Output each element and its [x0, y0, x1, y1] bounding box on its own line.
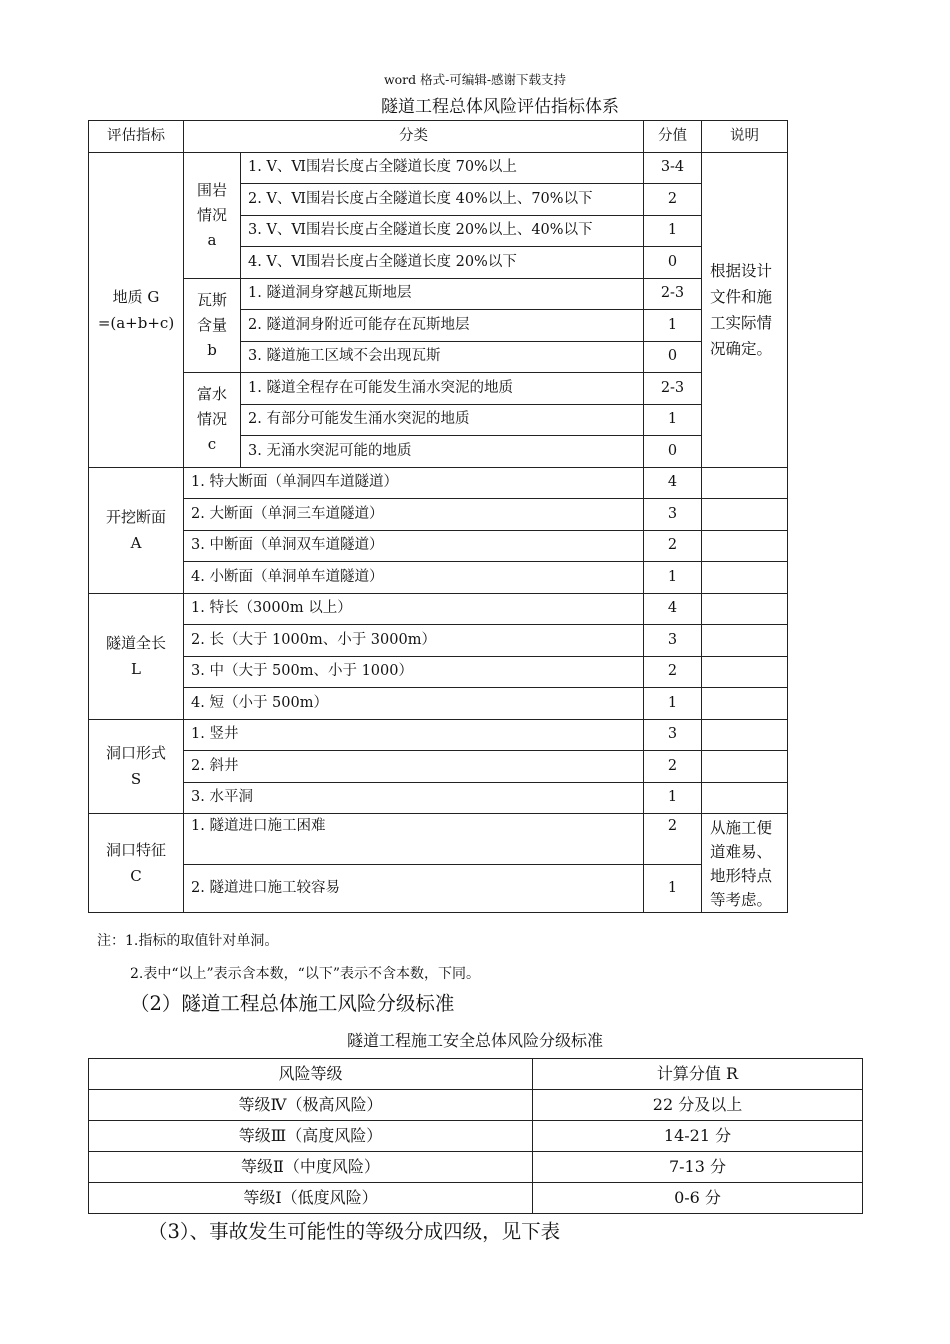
header-category: 分类 [184, 121, 644, 153]
row-score: 0 [644, 341, 702, 373]
row-score: 2 [644, 751, 702, 783]
portal-form-label: 洞口形式 [105, 744, 166, 763]
group-gas-cell [184, 278, 241, 373]
row-score: 4 [644, 467, 702, 499]
row-text: 2. 大断面（单洞三车道隧道） [184, 499, 644, 531]
score-cell: 7-13 分 [533, 1152, 863, 1183]
row-score: 0 [644, 247, 702, 279]
excavation-label-cell [89, 467, 184, 593]
level-cell: 等级Ⅳ（极高风险） [89, 1090, 533, 1121]
table-row [89, 864, 788, 912]
group-code: b [207, 340, 217, 359]
row-text: 4. 短（小于 500m） [184, 688, 644, 720]
row-score: 3-4 [644, 152, 702, 184]
row-remark [702, 593, 788, 625]
table-row [89, 1183, 863, 1214]
row-remark [702, 499, 788, 531]
row-score: 1 [644, 404, 702, 436]
table-row [89, 499, 788, 531]
row-score: 3 [644, 719, 702, 751]
excavation-label: 开挖断面 [105, 508, 166, 526]
row-score: 2 [644, 656, 702, 688]
table-row [89, 1121, 863, 1152]
note-2: 2.表中“以上”表示含本数，“以下”表示不含本数，下同。 [130, 966, 480, 982]
row-remark [702, 467, 788, 499]
row-text: 1. 特长（3000m 以上） [184, 593, 644, 625]
group-water-cell [184, 373, 241, 468]
row-text: 2. 隧道洞身附近可能存在瓦斯地层 [241, 310, 644, 342]
geology-label-cell [89, 152, 184, 467]
row-text: 4. 小断面（单洞单车道隧道） [184, 562, 644, 594]
header-score: 计算分值 R [533, 1059, 863, 1090]
row-score: 1 [644, 310, 702, 342]
row-score: 3 [644, 625, 702, 657]
table-row [89, 751, 788, 783]
geology-remark: 根据设计文件和施工实际情况确定。 [702, 152, 788, 467]
row-remark [702, 530, 788, 562]
row-remark [702, 719, 788, 751]
row-text: 2. 隧道进口施工较容易 [184, 864, 644, 912]
row-text: 3. Ⅴ、Ⅵ围岩长度占全隧道长度 20%以上、40%以下 [241, 215, 644, 247]
geology-formula: =(a+b+c) [97, 313, 175, 332]
length-label-cell [89, 593, 184, 719]
row-text: 2. 长（大于 1000m、小于 3000m） [184, 625, 644, 657]
score-cell: 22 分及以上 [533, 1090, 863, 1121]
geology-label: 地质 G [112, 287, 160, 306]
row-remark [702, 782, 788, 814]
group-rock-cell [184, 152, 241, 278]
header-score: 分值 [644, 121, 702, 153]
group-name: 瓦斯含量 [196, 290, 227, 334]
row-text: 4. Ⅴ、Ⅵ围岩长度占全隧道长度 20%以下 [241, 247, 644, 279]
table-row [89, 530, 788, 562]
table-row [89, 688, 788, 720]
group-name: 围岩情况 [196, 180, 227, 224]
table1-title: 隧道工程总体风险评估指标体系 [381, 97, 619, 117]
table-row [89, 1090, 863, 1121]
table-row [89, 625, 788, 657]
portal-feature-code: C [130, 867, 142, 885]
row-score: 2 [644, 814, 702, 865]
level-cell: 等级Ⅱ（中度风险） [89, 1152, 533, 1183]
row-score: 1 [644, 215, 702, 247]
row-score: 1 [644, 864, 702, 912]
score-cell: 0-6 分 [533, 1183, 863, 1214]
row-score: 2 [644, 530, 702, 562]
portal-form-label-cell [89, 719, 184, 814]
level-cell: 等级Ⅰ（低度风险） [89, 1183, 533, 1214]
row-score: 3 [644, 499, 702, 531]
table-row [89, 1152, 863, 1183]
row-score: 2-3 [644, 373, 702, 405]
score-cell: 14-21 分 [533, 1121, 863, 1152]
portal-feature-remark: 从施工便道难易、地形特点等考虑。 [702, 814, 788, 913]
portal-feature-label-cell [89, 814, 184, 913]
row-remark [702, 751, 788, 783]
table-row [89, 719, 788, 751]
table-row [89, 593, 788, 625]
row-score: 1 [644, 782, 702, 814]
row-score: 0 [644, 436, 702, 468]
row-remark [702, 562, 788, 594]
table-row [89, 562, 788, 594]
portal-form-code: S [130, 770, 142, 789]
row-text: 1. 隧道全程存在可能发生涌水突泥的地质 [241, 373, 644, 405]
table-header-row [89, 1059, 863, 1090]
row-text: 2. Ⅴ、Ⅵ围岩长度占全隧道长度 40%以上、70%以下 [241, 184, 644, 216]
row-text: 2. 斜井 [184, 751, 644, 783]
row-text: 3. 中断面（单洞双车道隧道） [184, 530, 644, 562]
row-text: 1. 特大断面（单洞四车道隧道） [184, 467, 644, 499]
section-3-heading: （3）、事故发生可能性的等级分成四级，见下表 [148, 1220, 561, 1243]
row-text: 1. 隧道进口施工困难 [184, 814, 644, 865]
row-score: 2-3 [644, 278, 702, 310]
header-note: word 格式-可编辑-感谢下载支持 [383, 72, 567, 87]
risk-indicator-table [88, 120, 788, 913]
excavation-code: A [130, 534, 142, 552]
row-score: 2 [644, 184, 702, 216]
row-score: 1 [644, 562, 702, 594]
length-code: L [131, 660, 141, 678]
header-indicator: 评估指标 [89, 121, 184, 153]
length-label: 隧道全长 [105, 634, 166, 652]
note-1: 注：1.指标的取值针对单洞。 [97, 933, 279, 949]
row-text: 3. 水平洞 [184, 782, 644, 814]
table-row [89, 152, 788, 184]
row-text: 3. 无涌水突泥可能的地质 [241, 436, 644, 468]
header-remark: 说明 [702, 121, 788, 153]
row-remark [702, 625, 788, 657]
table-row [89, 814, 788, 865]
row-remark [702, 656, 788, 688]
group-code: c [207, 435, 217, 454]
row-text: 1. 竖井 [184, 719, 644, 751]
table-row [89, 373, 788, 405]
row-text: 3. 隧道施工区域不会出现瓦斯 [241, 341, 644, 373]
table-header-row [89, 121, 788, 153]
table-row [89, 656, 788, 688]
portal-feature-label: 洞口特征 [105, 841, 166, 859]
group-name: 富水情况 [196, 385, 227, 429]
table-row [89, 467, 788, 499]
row-text: 3. 中（大于 500m、小于 1000） [184, 656, 644, 688]
row-text: 1. Ⅴ、Ⅵ围岩长度占全隧道长度 70%以上 [241, 152, 644, 184]
row-text: 1. 隧道洞身穿越瓦斯地层 [241, 278, 644, 310]
row-remark [702, 688, 788, 720]
risk-level-table [88, 1058, 863, 1214]
row-score: 4 [644, 593, 702, 625]
table2-title: 隧道工程施工安全总体风险分级标准 [346, 1031, 603, 1050]
group-code: a [207, 230, 217, 249]
section-2-heading: （2）隧道工程总体施工风险分级标准 [130, 992, 455, 1015]
table-row [89, 278, 788, 310]
row-score: 1 [644, 688, 702, 720]
table-row [89, 782, 788, 814]
row-text: 2. 有部分可能发生涌水突泥的地质 [241, 404, 644, 436]
level-cell: 等级Ⅲ（高度风险） [89, 1121, 533, 1152]
header-level: 风险等级 [89, 1059, 533, 1090]
